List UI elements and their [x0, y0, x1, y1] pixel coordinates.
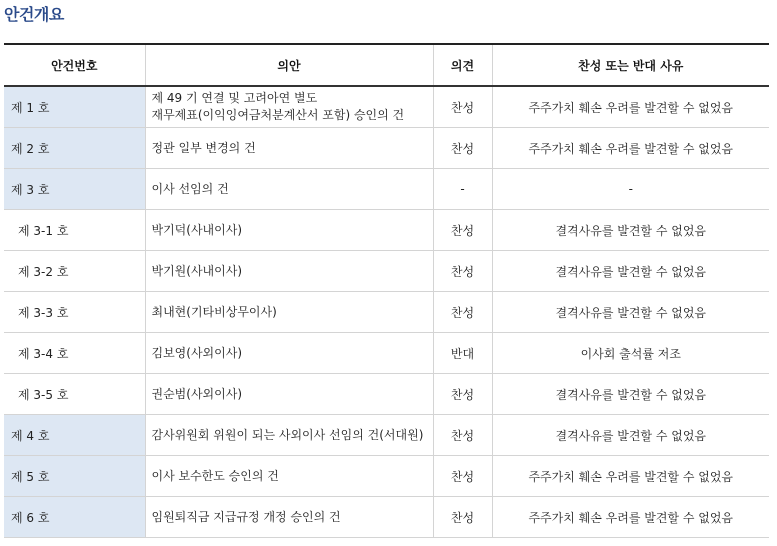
agenda-text-line: 박기덕(사내이사) [151, 222, 243, 237]
table-row [4, 497, 769, 538]
agenda-text-line: 이사 보수한도 승인의 건 [151, 468, 279, 483]
agenda-text-line: 권순범(사외이사) [151, 386, 243, 401]
reason-cell: 결격사유를 발견할 수 없었음 [492, 251, 769, 292]
table-row [4, 86, 769, 128]
table-row [4, 169, 769, 210]
agenda-text-line: 임원퇴직금 지급규정 개정 승인의 건 [151, 509, 341, 524]
opinion-cell: 반대 [433, 333, 492, 374]
agenda-number-cell: 제 3 호 [4, 169, 145, 210]
agenda-cell [145, 251, 433, 292]
agenda-text-line: 김보영(사외이사) [151, 345, 243, 360]
agenda-text-line: 정관 일부 변경의 건 [151, 140, 256, 155]
column-header-agenda-number: 안건번호 [4, 44, 145, 86]
opinion-cell: 찬성 [433, 251, 492, 292]
opinion-cell: 찬성 [433, 374, 492, 415]
table-header-row [4, 44, 769, 86]
reason-cell: 주주가치 훼손 우려를 발견할 수 없었음 [492, 86, 769, 128]
agenda-text-line: 이사 선임의 건 [151, 181, 229, 196]
opinion-cell: 찬성 [433, 415, 492, 456]
agenda-cell [145, 333, 433, 374]
agenda-text-line: 박기원(사내이사) [151, 263, 243, 278]
agenda-number-cell: 제 3-2 호 [4, 251, 145, 292]
agenda-cell [145, 169, 433, 210]
agenda-cell [145, 292, 433, 333]
opinion-cell: 찬성 [433, 128, 492, 169]
table-row [4, 333, 769, 374]
reason-cell: 주주가치 훼손 우려를 발견할 수 없었음 [492, 497, 769, 538]
reason-cell: 주주가치 훼손 우려를 발견할 수 없었음 [492, 128, 769, 169]
agenda-text-line: 제 49 기 연결 및 고려아연 별도 [151, 91, 318, 105]
reason-cell: 주주가치 훼손 우려를 발견할 수 없었음 [492, 456, 769, 497]
agenda-number-cell: 제 6 호 [4, 497, 145, 538]
table-row [4, 210, 769, 251]
agenda-cell [145, 415, 433, 456]
column-header-agenda: 의안 [145, 44, 433, 86]
agenda-table [4, 43, 769, 538]
agenda-number-cell: 제 3-5 호 [4, 374, 145, 415]
agenda-cell [145, 456, 433, 497]
agenda-number-cell: 제 3-3 호 [4, 292, 145, 333]
opinion-cell: 찬성 [433, 210, 492, 251]
agenda-number-cell: 제 2 호 [4, 128, 145, 169]
agenda-cell [145, 86, 433, 128]
agenda-text-line: 감사위원회 위원이 되는 사외이사 선임의 건(서대원) [151, 427, 424, 442]
reason-cell: 결격사유를 발견할 수 없었음 [492, 415, 769, 456]
column-header-reason: 찬성 또는 반대 사유 [492, 44, 769, 86]
opinion-cell: 찬성 [433, 86, 492, 128]
agenda-cell [145, 128, 433, 169]
reason-cell: 이사회 출석률 저조 [492, 333, 769, 374]
table-row [4, 374, 769, 415]
table-row [4, 292, 769, 333]
agenda-cell [145, 210, 433, 251]
reason-cell: 결격사유를 발견할 수 없었음 [492, 292, 769, 333]
page-title: 안건개요 [4, 5, 64, 24]
agenda-cell [145, 497, 433, 538]
agenda-number-cell: 제 5 호 [4, 456, 145, 497]
opinion-cell: - [433, 169, 492, 210]
reason-cell: - [492, 169, 769, 210]
table-row [4, 415, 769, 456]
table-row [4, 251, 769, 292]
agenda-number-cell: 제 1 호 [4, 86, 145, 128]
agenda-text-line: 최내현(기타비상무이사) [151, 304, 277, 319]
agenda-cell [145, 374, 433, 415]
agenda-number-cell: 제 3-1 호 [4, 210, 145, 251]
reason-cell: 결격사유를 발견할 수 없었음 [492, 374, 769, 415]
agenda-number-cell: 제 3-4 호 [4, 333, 145, 374]
table-row [4, 128, 769, 169]
agenda-text-line: 재무제표(이익잉여금처분계산서 포함) 승인의 건 [151, 108, 405, 122]
reason-cell: 결격사유를 발견할 수 없었음 [492, 210, 769, 251]
agenda-number-cell: 제 4 호 [4, 415, 145, 456]
opinion-cell: 찬성 [433, 497, 492, 538]
opinion-cell: 찬성 [433, 292, 492, 333]
table-row [4, 456, 769, 497]
column-header-opinion: 의견 [433, 44, 492, 86]
opinion-cell: 찬성 [433, 456, 492, 497]
